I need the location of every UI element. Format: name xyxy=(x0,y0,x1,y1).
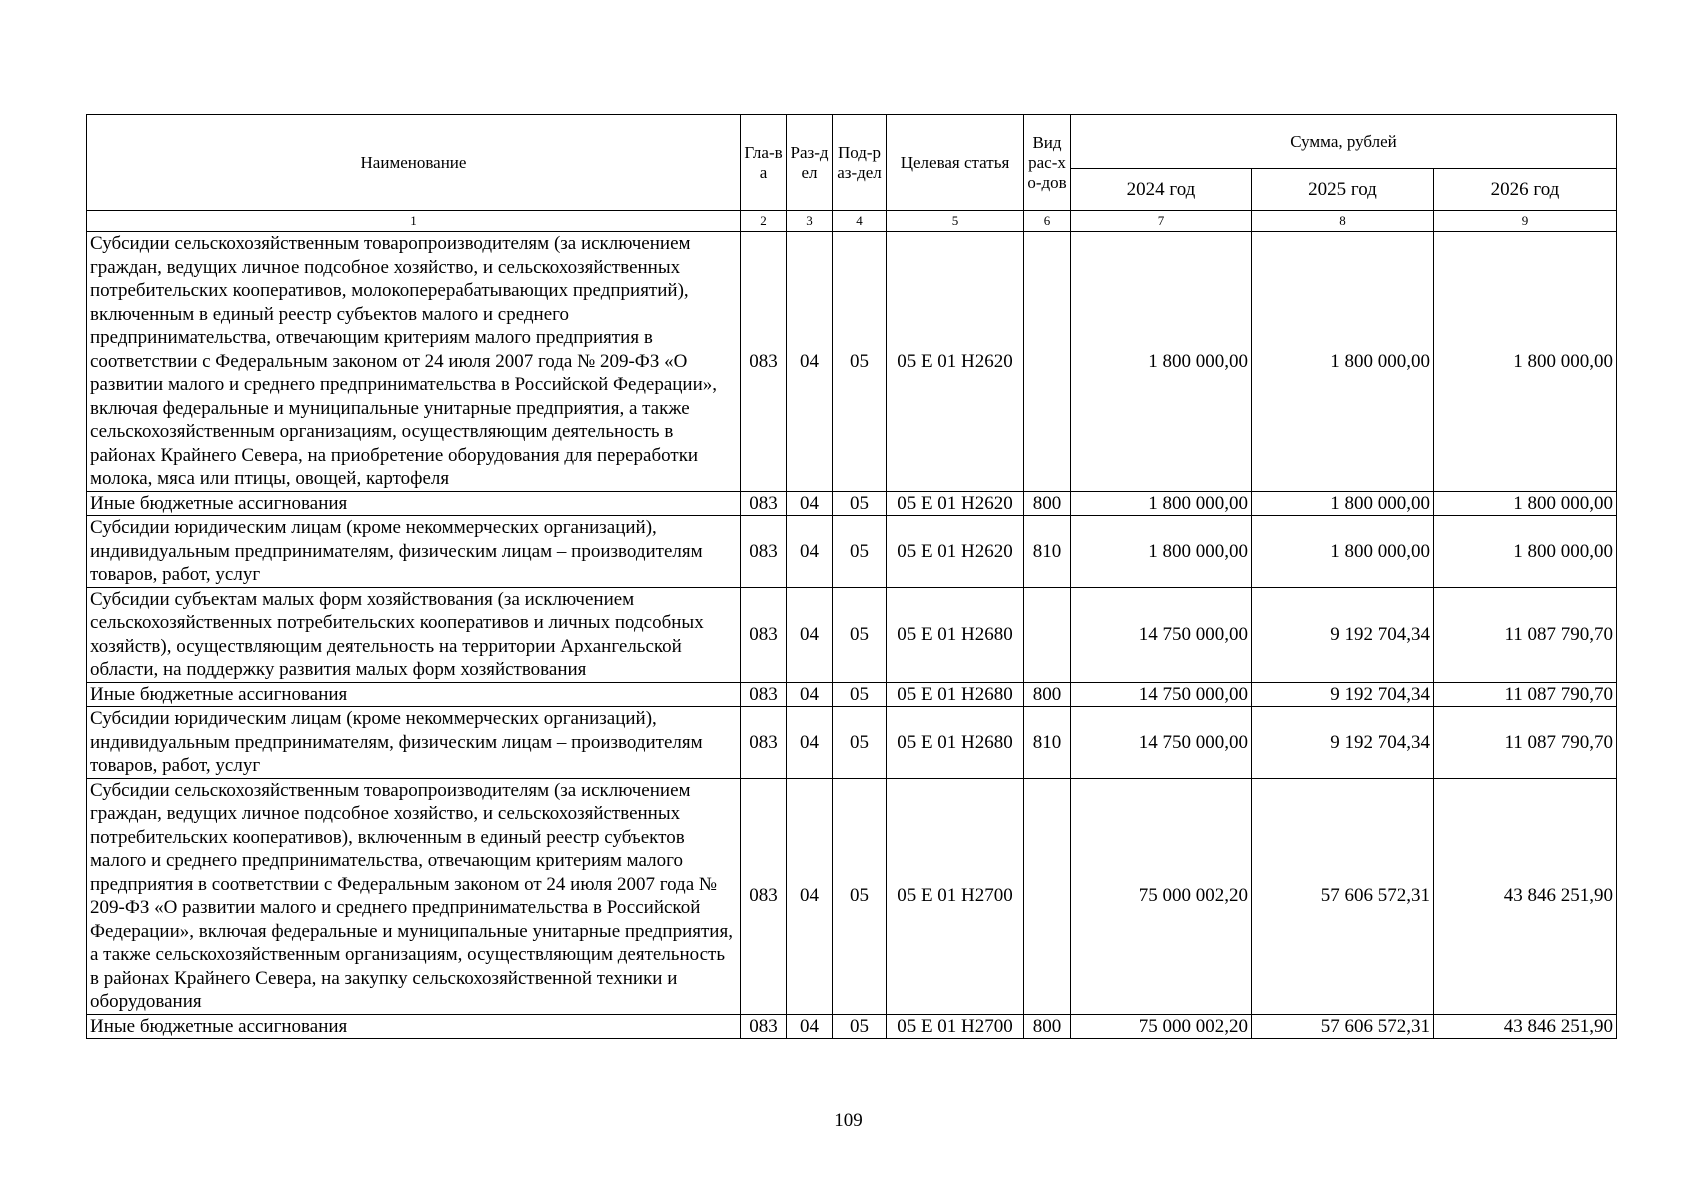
row-subsection: 05 xyxy=(833,778,887,1014)
row-section: 04 xyxy=(787,682,833,707)
row-amount-2025: 57 606 572,31 xyxy=(1252,1014,1434,1039)
column-numbers-row xyxy=(87,211,1617,232)
table-row xyxy=(87,778,1617,1014)
table-row xyxy=(87,707,1617,779)
column-number: 3 xyxy=(787,211,833,232)
row-section: 04 xyxy=(787,778,833,1014)
row-amount-2026: 11 087 790,70 xyxy=(1434,707,1617,779)
row-expense-type: 810 xyxy=(1024,516,1071,588)
table-row xyxy=(87,587,1617,682)
row-amount-2025: 1 800 000,00 xyxy=(1252,232,1434,492)
row-section: 04 xyxy=(787,516,833,588)
table-body xyxy=(87,211,1617,1039)
header-expense-type: Вид рас-хо-дов xyxy=(1024,115,1071,211)
header-year-2024: 2024 год xyxy=(1071,169,1252,211)
column-number: 2 xyxy=(741,211,787,232)
table-row xyxy=(87,682,1617,707)
table-row xyxy=(87,1014,1617,1039)
row-expense-type xyxy=(1024,778,1071,1014)
row-amount-2025: 57 606 572,31 xyxy=(1252,778,1434,1014)
row-subsection: 05 xyxy=(833,516,887,588)
page-number: 109 xyxy=(834,1110,863,1131)
row-section: 04 xyxy=(787,491,833,516)
row-expense-type xyxy=(1024,587,1071,682)
row-chapter: 083 xyxy=(741,1014,787,1039)
column-number: 5 xyxy=(887,211,1024,232)
row-name: Субсидии сельскохозяйственным товаропроизводителям (за исключением граждан, ведущих личное подсобное хозяйство, и сельскохозяйственных потребительских кооперативов), включенным в единый реестр субъектов малого и среднего предпринимательства, отвечающим критериям малого предприятия в соответствии с Федеральным законом от 24 июля 2007 года № 209-ФЗ «О развитии малого и среднего предпринимательства в Российской Федерации», включая федеральные и муниципальные унитарные предприятия, а также сельскохозяйственным организациям, осуществляющим деятельность в районах Крайнего Севера, на закупку сельскохозяйственной техники и оборудования xyxy=(87,778,741,1014)
row-name: Субсидии юридическим лицам (кроме некоммерческих организаций), индивидуальным предпринимателям, физическим лицам – производителям товаров, работ, услуг xyxy=(87,707,741,779)
row-chapter: 083 xyxy=(741,516,787,588)
row-amount-2025: 1 800 000,00 xyxy=(1252,491,1434,516)
row-section: 04 xyxy=(787,707,833,779)
row-section: 04 xyxy=(787,1014,833,1039)
row-amount-2024: 14 750 000,00 xyxy=(1071,587,1252,682)
row-amount-2024: 75 000 002,20 xyxy=(1071,1014,1252,1039)
table-row xyxy=(87,491,1617,516)
row-section: 04 xyxy=(787,587,833,682)
row-subsection: 05 xyxy=(833,587,887,682)
row-name: Субсидии субъектам малых форм хозяйствования (за исключением сельскохозяйственных потребительских кооперативов и личных подсобных хозяйств), осуществляющим деятельность на территории Архангельской области, на поддержку развития малых форм хозяйствования xyxy=(87,587,741,682)
row-amount-2026: 1 800 000,00 xyxy=(1434,232,1617,492)
header-year-2025: 2025 год xyxy=(1252,169,1434,211)
row-amount-2025: 1 800 000,00 xyxy=(1252,516,1434,588)
row-amount-2026: 1 800 000,00 xyxy=(1434,491,1617,516)
row-target-article: 05 Е 01 Н2620 xyxy=(887,516,1024,588)
column-number: 7 xyxy=(1071,211,1252,232)
row-expense-type: 800 xyxy=(1024,682,1071,707)
row-amount-2026: 43 846 251,90 xyxy=(1434,1014,1617,1039)
row-subsection: 05 xyxy=(833,232,887,492)
row-target-article: 05 Е 01 Н2680 xyxy=(887,587,1024,682)
row-name: Субсидии сельскохозяйственным товаропроизводителям (за исключением граждан, ведущих личное подсобное хозяйство, и сельскохозяйственных потребительских кооперативов, молокоперерабатывающих предприятий), включенным в единый реестр субъектов малого и среднего предпринимательства, отвечающим критериям малого предприятия в соответствии с Федеральным законом от 24 июля 2007 года № 209-ФЗ «О развитии малого и среднего предпринимательства в Российской Федерации», включая федеральные и муниципальные унитарные предприятия, а также сельскохозяйственным организациям, осуществляющим деятельность в районах Крайнего Севера, на приобретение оборудования для переработки молока, мяса или птицы, овощей, картофеля xyxy=(87,232,741,492)
header-year-2026: 2026 год xyxy=(1434,169,1617,211)
header-chapter: Гла-ва xyxy=(741,115,787,211)
row-amount-2024: 14 750 000,00 xyxy=(1071,707,1252,779)
row-target-article: 05 Е 01 Н2620 xyxy=(887,491,1024,516)
row-section: 04 xyxy=(787,232,833,492)
row-amount-2025: 9 192 704,34 xyxy=(1252,587,1434,682)
header-section: Раз-дел xyxy=(787,115,833,211)
row-chapter: 083 xyxy=(741,232,787,492)
column-number: 1 xyxy=(87,211,741,232)
row-amount-2025: 9 192 704,34 xyxy=(1252,682,1434,707)
row-subsection: 05 xyxy=(833,707,887,779)
column-number: 9 xyxy=(1434,211,1617,232)
row-expense-type: 800 xyxy=(1024,491,1071,516)
header-name: Наименование xyxy=(87,115,741,211)
budget-table xyxy=(86,114,1617,1039)
row-expense-type: 800 xyxy=(1024,1014,1071,1039)
row-amount-2024: 75 000 002,20 xyxy=(1071,778,1252,1014)
row-name: Субсидии юридическим лицам (кроме некоммерческих организаций), индивидуальным предпринимателям, физическим лицам – производителям товаров, работ, услуг xyxy=(87,516,741,588)
row-amount-2024: 1 800 000,00 xyxy=(1071,516,1252,588)
row-target-article: 05 Е 01 Н2700 xyxy=(887,1014,1024,1039)
row-amount-2026: 11 087 790,70 xyxy=(1434,682,1617,707)
row-subsection: 05 xyxy=(833,682,887,707)
row-amount-2026: 11 087 790,70 xyxy=(1434,587,1617,682)
row-name: Иные бюджетные ассигнования xyxy=(87,1014,741,1039)
row-amount-2026: 1 800 000,00 xyxy=(1434,516,1617,588)
column-number: 4 xyxy=(833,211,887,232)
row-chapter: 083 xyxy=(741,587,787,682)
row-target-article: 05 Е 01 Н2680 xyxy=(887,682,1024,707)
table-row xyxy=(87,516,1617,588)
row-target-article: 05 Е 01 Н2700 xyxy=(887,778,1024,1014)
row-expense-type: 810 xyxy=(1024,707,1071,779)
row-amount-2025: 9 192 704,34 xyxy=(1252,707,1434,779)
row-expense-type xyxy=(1024,232,1071,492)
row-amount-2026: 43 846 251,90 xyxy=(1434,778,1617,1014)
column-number: 8 xyxy=(1252,211,1434,232)
header-sum: Сумма, рублей xyxy=(1071,115,1617,169)
row-name: Иные бюджетные ассигнования xyxy=(87,491,741,516)
row-chapter: 083 xyxy=(741,707,787,779)
table-header xyxy=(87,115,1617,211)
row-amount-2024: 1 800 000,00 xyxy=(1071,232,1252,492)
row-subsection: 05 xyxy=(833,1014,887,1039)
header-target-article: Целевая статья xyxy=(887,115,1024,211)
row-chapter: 083 xyxy=(741,491,787,516)
row-chapter: 083 xyxy=(741,682,787,707)
header-subsection: Под-раз-дел xyxy=(833,115,887,211)
row-amount-2024: 1 800 000,00 xyxy=(1071,491,1252,516)
row-name: Иные бюджетные ассигнования xyxy=(87,682,741,707)
column-number: 6 xyxy=(1024,211,1071,232)
row-amount-2024: 14 750 000,00 xyxy=(1071,682,1252,707)
row-subsection: 05 xyxy=(833,491,887,516)
row-chapter: 083 xyxy=(741,778,787,1014)
row-target-article: 05 Е 01 Н2620 xyxy=(887,232,1024,492)
table-row xyxy=(87,232,1617,492)
row-target-article: 05 Е 01 Н2680 xyxy=(887,707,1024,779)
